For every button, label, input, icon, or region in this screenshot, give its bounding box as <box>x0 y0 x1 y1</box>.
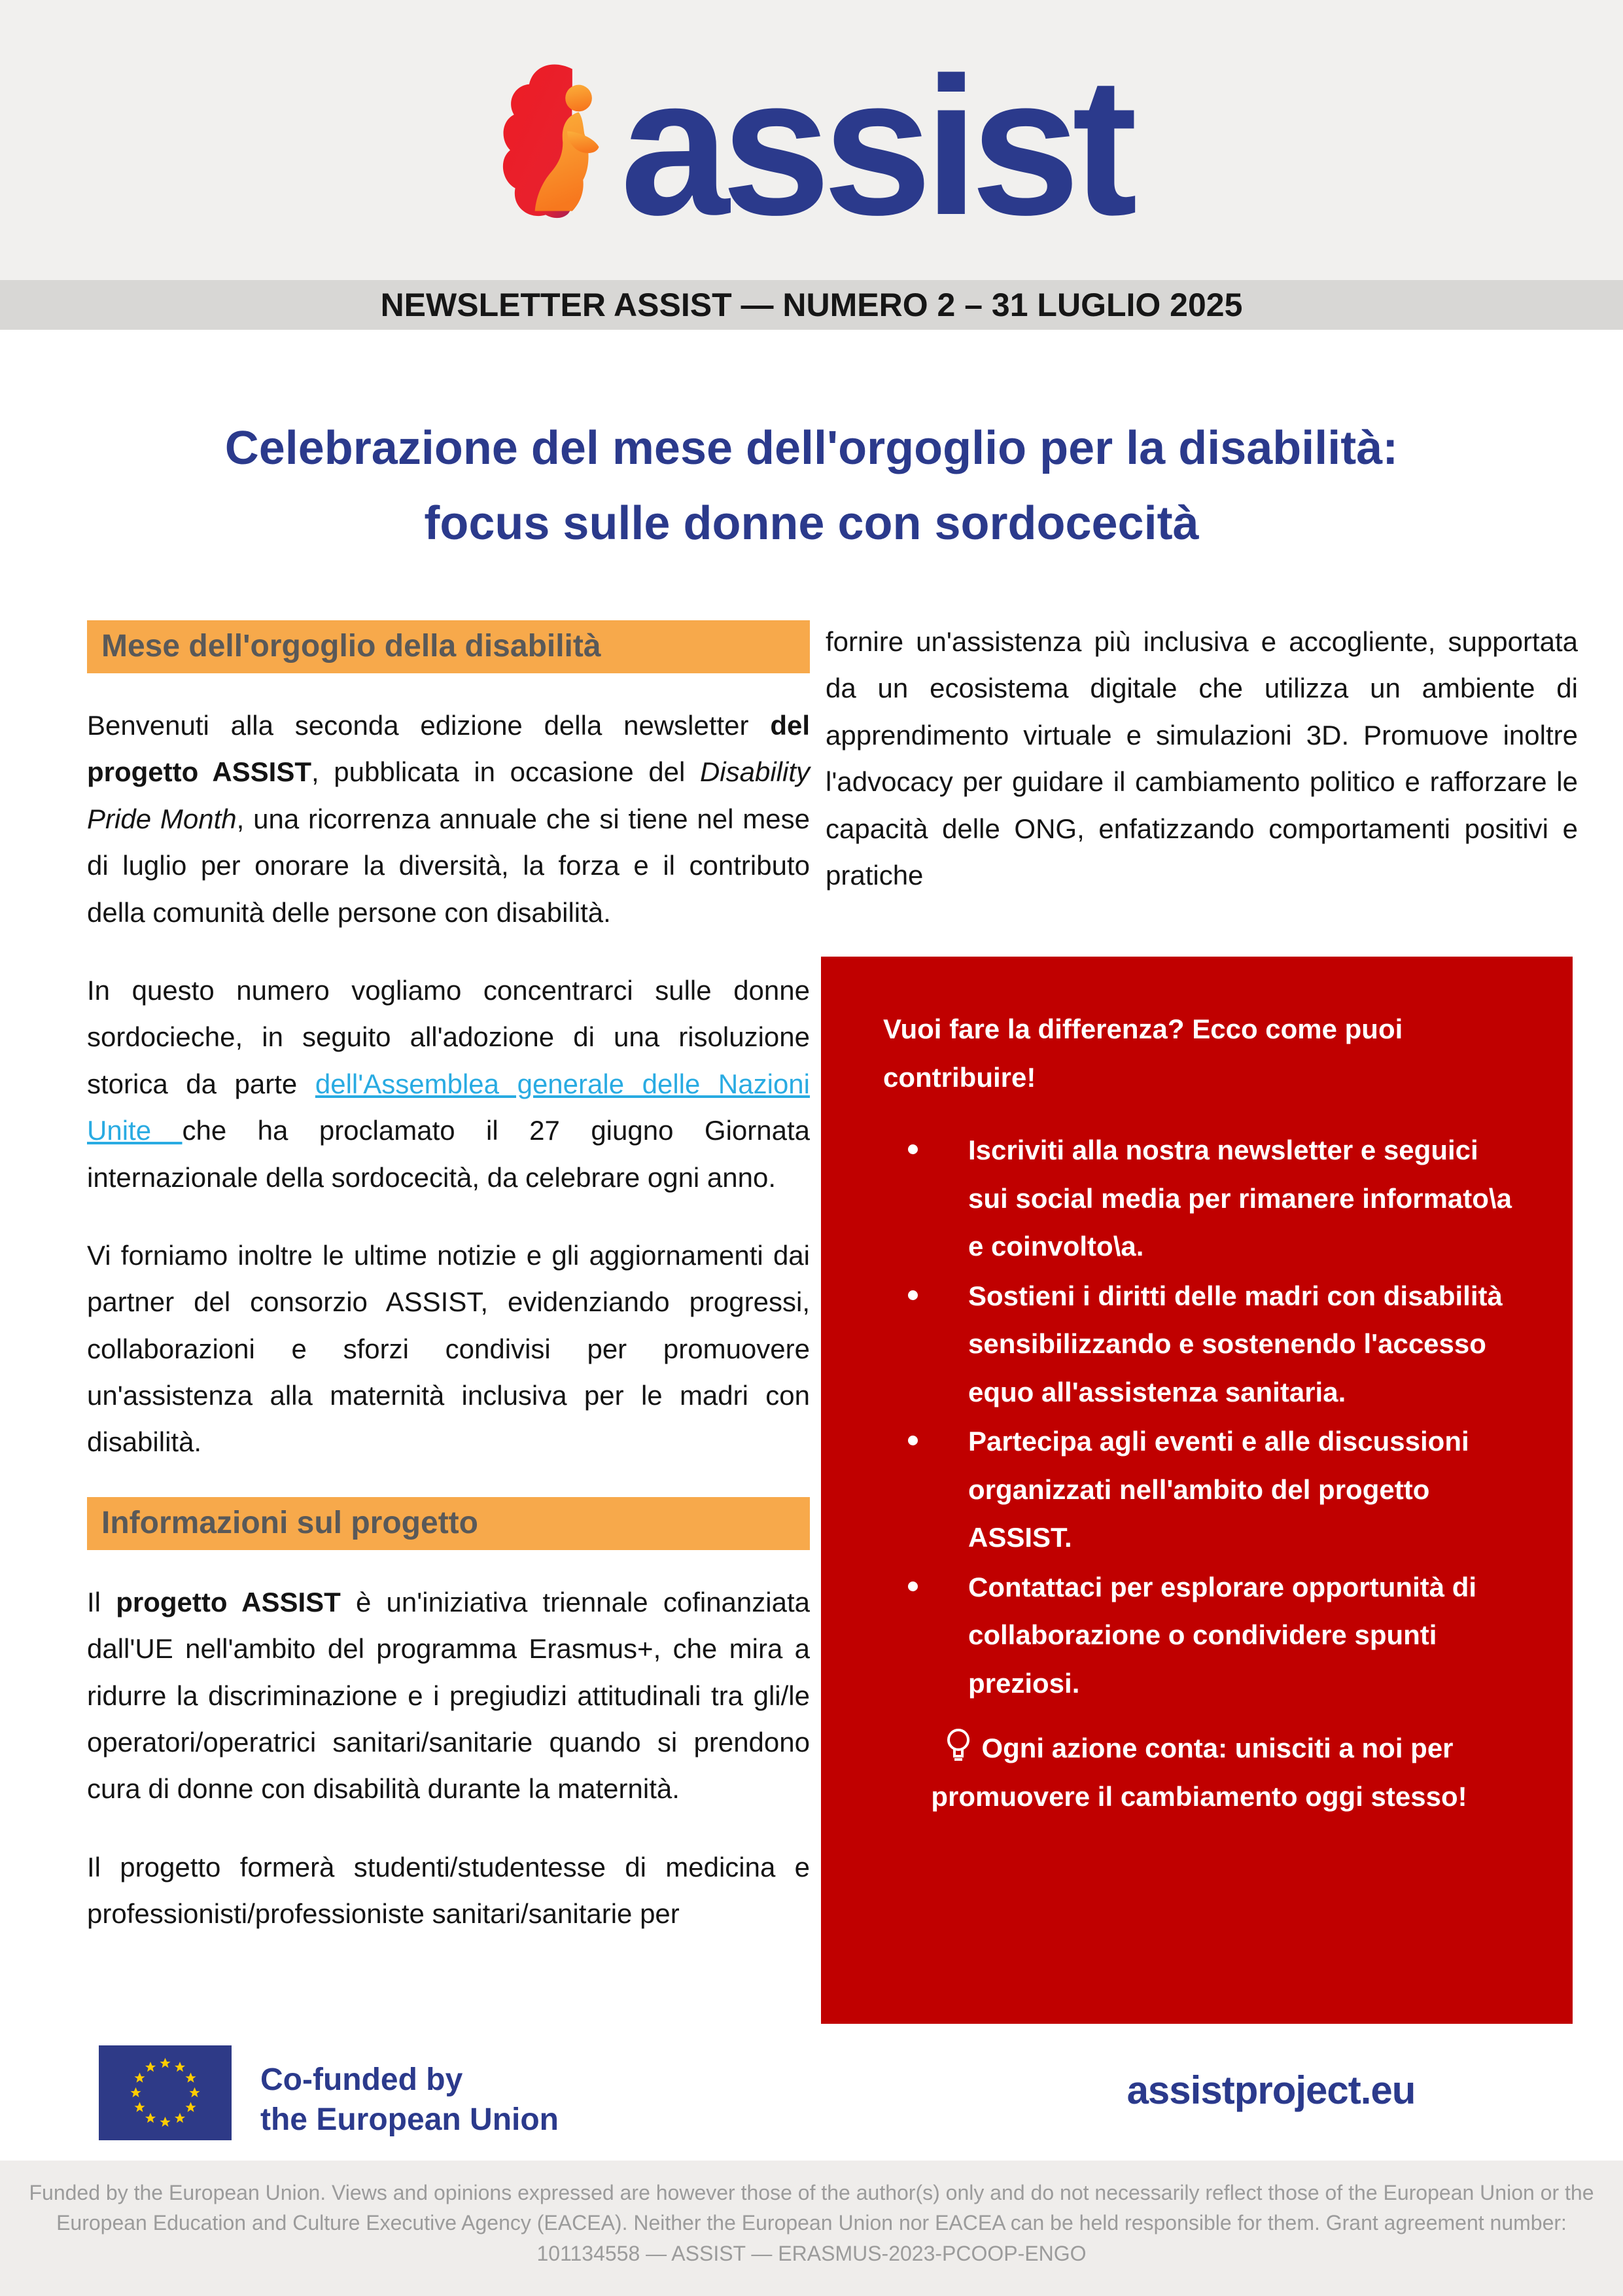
paragraph-project-description: Il progetto ASSIST è un'iniziativa triennale cofinanziata dall'UE nell'ambito del programma Erasmus+, che mira a ridurre la discriminazione e i pregiudizi attitudinali tra gli/le operatori/operatrici sanitari/sanitarie quando si prendono cura di donne con disabilità durante la maternità. <box>87 1586 810 1805</box>
section-heading-project-info: Informazioni sul progetto <box>87 1497 810 1550</box>
left-column <box>87 620 810 1969</box>
banner-text: NEWSLETTER ASSIST — NUMERO 2 – 31 LUGLIO 2025 <box>380 287 1243 323</box>
cta-bullet-item: Partecipa agli eventi e alle discussioni organizzati nell'ambito del progetto ASSIST. <box>968 1417 1515 1562</box>
page-title-line1: Celebrazione del mese dell'orgoglio per la disabilità: <box>224 422 1399 474</box>
lightbulb-icon <box>945 1727 972 1765</box>
assist-logo <box>493 36 1130 256</box>
cta-bullet-item: Sostieni i diritti delle madri con disabilità sensibilizzando e sostenendo l'accesso equo all'assistenza sanitaria. <box>968 1272 1515 1417</box>
cofunded-line1: Co-funded by <box>260 2062 463 2097</box>
cta-closing-text: Ogni azione conta: unisciti a noi per promuovere il cambiamento oggi stesso! <box>931 1733 1467 1812</box>
paragraph-partner-news: Vi forniamo inoltre le ultime notizie e gli aggiornamenti dai partner del consorzio ASSIST, evidenziando progressi, collaborazioni e sforzi condivisi per promuovere un'assistenza alla maternità inclusiva per le madri con disabilità. <box>87 1239 810 1458</box>
paragraph-project-training-continued: fornire un'assistenza più inclusiva e accogliente, supportata da un ecosistema digitale che utilizza un ambiente di apprendimento virtuale e simulazioni 3D. Promuove inoltre l'advocacy per guidare il cambiamento politico e rafforzare le capacità delle ONG, enfatizzando comportamenti positivi e pratiche <box>826 626 1578 891</box>
cta-heading: Vuoi fare la differenza? Ecco come puoi contribuire! <box>883 1014 1403 1093</box>
page-title <box>52 411 1571 561</box>
eu-flag-icon <box>99 2045 232 2140</box>
right-column <box>826 618 1578 930</box>
newsletter-banner <box>0 280 1623 330</box>
logo-area <box>0 0 1623 280</box>
project-website-link[interactable]: assistproject.eu <box>1126 2068 1416 2112</box>
cta-closing <box>883 1724 1515 1820</box>
cta-bullet-item: Iscriviti alla nostra newsletter e seguici sui social media per rimanere informato\a e coinvolto\a. <box>968 1126 1515 1271</box>
paragraph-project-training: Il progetto formerà studenti/studentesse di medicina e professionisti/professioniste sanitari/sanitarie per <box>87 1851 810 1930</box>
logo-wordmark: assist <box>620 36 1130 256</box>
cofunded-label <box>260 2060 559 2140</box>
page-title-line2: focus sulle donne con sordocecità <box>424 497 1199 550</box>
paragraph-deafblind-women: In questo numero vogliamo concentrarci sulle donne sordocieche, in seguito all'adozione di una risoluzione storica da parte dell'Assemblea generale delle Nazioni Unite che ha proclamato il 27 giugno Giornata internazionale della sordocecità, da celebrare ogni anno. <box>87 974 810 1193</box>
cofunded-line2: the European Union <box>260 2102 559 2138</box>
section-heading-pride-month: Mese dell'orgoglio della disabilità <box>87 620 810 673</box>
cta-bullet-item: Contattaci per esplorare opportunità di collaborazione o condividere spunti preziosi. <box>968 1563 1515 1708</box>
footer-band <box>0 2161 1623 2296</box>
footer-disclaimer: Funded by the European Union. Views and opinions expressed are however those of the author(s) only and do not necessarily reflect those of the European Union or the European Education and Culture Executive Agency (EACEA). Neither the European Union nor EACEA can be held responsible for them. Grant agreement number: 101134558 — ASSIST — ERASMUS-2023-PCOOP-ENGO <box>29 2181 1594 2265</box>
un-resolution-link[interactable]: dell'Assemblea generale delle Nazioni Unite <box>87 1068 810 1146</box>
paragraph-welcome: Benvenuti alla seconda edizione della newsletter del progetto ASSIST, pubblicata in occasione del Disability Pride Month, una ricorrenza annuale che si tiene nel mese di luglio per onorare la diversità, la forza e il contributo della comunità delle persone con disabilità. <box>87 710 811 928</box>
cta-bullet-list <box>883 1126 1515 1707</box>
contribute-cta-box <box>821 957 1573 2024</box>
